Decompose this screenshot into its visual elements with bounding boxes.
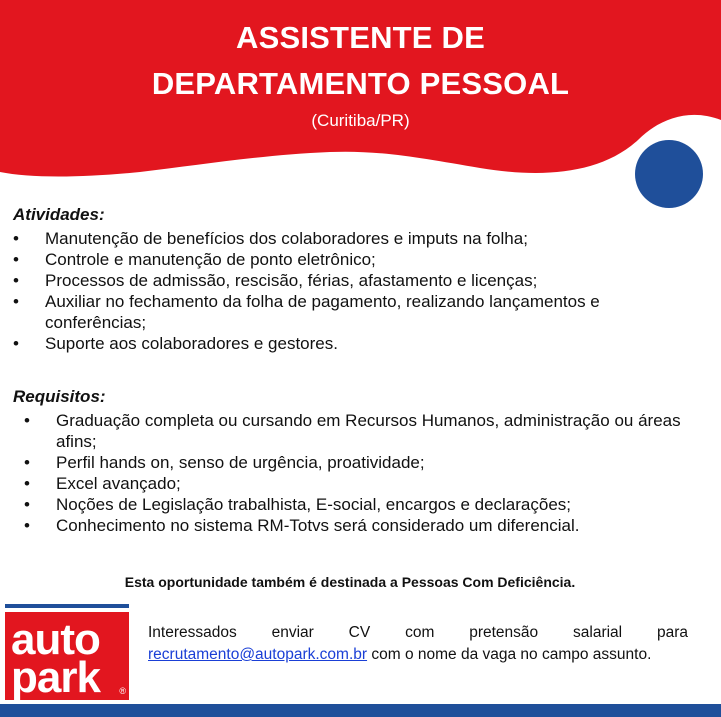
list-item: • Graduação completa ou cursando em Recursos Humanos, administração ou áreas afins; <box>24 411 681 451</box>
email-link[interactable]: recrutamento@autopark.com.br <box>148 646 368 663</box>
bullet-icon: • <box>24 495 30 514</box>
bullet-icon: • <box>24 453 30 472</box>
list-item: • Excel avançado; <box>24 474 181 493</box>
logo-word-auto: auto <box>11 615 100 664</box>
decorative-blue-circle <box>635 140 703 208</box>
bullet-icon: • <box>24 516 30 535</box>
job-title-line1: ASSISTENTE DE <box>236 20 485 55</box>
contact-text <box>148 622 688 666</box>
atividades-list <box>13 228 673 354</box>
atividades-heading: Atividades: <box>13 205 105 224</box>
bullet-icon: • <box>13 250 19 269</box>
list-item: • Suporte aos colaboradores e gestores. <box>13 334 338 353</box>
registered-mark: ® <box>119 686 126 696</box>
list-item: • Conhecimento no sistema RM-Totvs será considerado um diferencial. <box>24 516 580 535</box>
list-item: • Processos de admissão, rescisão, férias, afastamento e licenças; <box>13 271 538 290</box>
autopark-logo <box>5 604 129 700</box>
logo-stripe <box>5 604 129 608</box>
list-item: • Manutenção de benefícios dos colaboradores e imputs na folha; <box>13 229 528 248</box>
bullet-icon: • <box>13 292 19 311</box>
bottom-blue-bar <box>0 704 721 717</box>
bullet-icon: • <box>24 474 30 493</box>
bullet-icon: • <box>24 411 30 430</box>
bullet-icon: • <box>13 229 19 248</box>
list-item: • Perfil hands on, senso de urgência, proatividade; <box>24 453 425 472</box>
contact-text-after: com o nome da vaga no campo assunto. <box>371 646 652 663</box>
list-item: • Noções de Legislação trabalhista, E-social, encargos e declarações; <box>24 495 572 514</box>
contact-text-before: Interessados enviar CV com pretensão salarial para <box>148 624 688 641</box>
bullet-icon: • <box>13 271 19 290</box>
requisitos-heading: Requisitos: <box>13 387 106 406</box>
bullet-icon: • <box>13 334 19 353</box>
requisitos-list <box>24 410 694 536</box>
logo-word-park: park <box>11 653 100 702</box>
list-item: • Controle e manutenção de ponto eletrônico; <box>13 250 376 269</box>
job-location: (Curitiba/PR) <box>311 111 410 130</box>
job-title-line2: DEPARTAMENTO PESSOAL <box>151 66 570 101</box>
list-item: • Auxiliar no fechamento da folha de pagamento, realizando lançamentos e conferências; <box>13 292 600 332</box>
pcd-notice: Esta oportunidade também é destinada a Pessoas Com Deficiência. <box>124 574 576 590</box>
